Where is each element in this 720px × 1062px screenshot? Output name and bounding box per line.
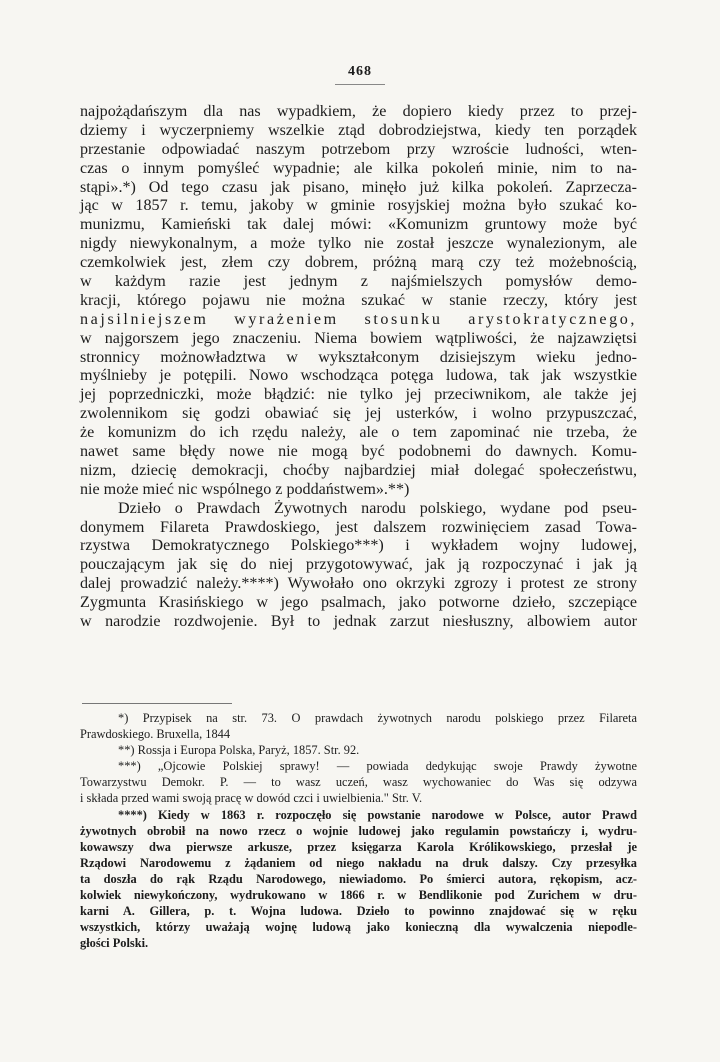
text-line: nawet same błędy nowe nie mogą być podobnemi do dawnych. Komu- xyxy=(80,443,637,461)
text-line: nie może mieć nic wspólnego z poddaństwem».**) xyxy=(80,480,410,498)
footnote-line: karni A. Gillera, p. t. Wojna ludowa. Dzieło to powinno znajdować się w ręku xyxy=(80,904,637,919)
footnote-line: kowawszy dwa pierwsze arkusze, przez księgarza Karola Królikowskiego, przesłał je xyxy=(80,839,637,854)
text-line: jej poprzedniczki, może błądzić: nie tylko jej przeciwnikom, ale także jej xyxy=(80,386,637,404)
text-line: myślnieby je potępili. Nowo wschodząca potęga ludowa, tak jak wszystkie xyxy=(80,367,637,385)
text-line: kracji, którego pojawu nie można szukać w stanie rzeczy, który jest xyxy=(80,291,637,309)
text-line: czemkolwiek jest, złem czy dobrem, próżną marą czy też możebnością, xyxy=(80,254,637,272)
text-line: w każdym razie jest jednym z najśmielszych pomysłów demo- xyxy=(80,273,637,291)
main-body-text xyxy=(80,103,637,632)
text-line: stąpi».*) Od tego czasu jak pisano, minęło już kilka pokoleń. Zaprzecza- xyxy=(80,178,637,196)
footnote-line: głości Polski. xyxy=(80,936,149,951)
footnote-line: żywotnych obrobił na nowo rzecz o wojnie ludowej jako regulamin powstańczy i, wydru- xyxy=(80,823,637,838)
footnote-line: *) Przypisek na str. 73. O prawdach żywotnych narodu polskiego przez Filareta xyxy=(118,711,637,725)
text-line: donymem Filareta Prawdoskiego, jest dalszem rozwinięciem zasad Towa- xyxy=(80,518,637,536)
text-line: czas o innym pomyśleć wypadnie; ale kilka pokoleń minie, nim to na- xyxy=(80,159,637,177)
footnotes xyxy=(80,710,637,951)
text-line: pouczającym jak się do niej przygotowywać, jak ją rozpoczynać i jak ją xyxy=(80,556,637,574)
text-line: Zygmunta Krasińskiego w jego psalmach, jako potworne dzieło, szczepiące xyxy=(80,594,637,612)
footnote-line: ****) Kiedy w 1863 r. rozpoczęło się powstanie narodowe w Polsce, autor Prawd xyxy=(118,807,637,822)
text-line: w narodzie rozdwojenie. Był to jednak zarzut niesłuszny, albowiem autor xyxy=(80,613,637,631)
text-line: dziemy i wyczerpniemy wszelkie ztąd dobrodziejstwa, kiedy ten porządek xyxy=(80,121,637,139)
text-line-spaced: najsilniejszem wyrażeniem stosunku arystokratycznego, xyxy=(80,310,637,328)
text-line: munizmu, Kamieński tak dalej mówi: «Komunizm gruntowy może być xyxy=(80,216,637,234)
footnote-line: Prawdoskiego. Bruxella, 1844 xyxy=(80,727,231,742)
text-line: że komunizm do ich rzędu należy, ale o tem zapominać nie trzeba, że xyxy=(80,424,637,442)
footnote-line: kolwiek niewykończony, wydrukowano w 1866 r. w Bendlikonie pod Zurichem w dru- xyxy=(80,888,637,903)
footnote-line: ta doszła do rąk Rządu Narodowego, niewiadomo. Po śmierci autora, rękopism, acz- xyxy=(80,871,637,886)
footnote-divider xyxy=(82,703,232,704)
text-line: dalej prowadzić należy.****) Wywołało ono okrzyki zgrozy i protest ze strony xyxy=(80,575,637,593)
page-number-rule xyxy=(335,84,385,85)
text-line-paragraph-start: Dzieło o Prawdach Żywotnych narodu polskiego, wydane pod pseu- xyxy=(118,499,637,517)
footnote-4 xyxy=(80,807,637,952)
footnote-line: i składa przed wami swoją pracę w dowód czci i uwielbienia." Str. V. xyxy=(80,791,423,806)
footnote-line: Towarzystwu Demokr. P. — to wasz uczeń, wasz wychowaniec do Was się odzywa xyxy=(80,775,637,790)
text-line: najpożądańszym dla nas wypadkiem, że dopiero kiedy przez to przej- xyxy=(80,103,637,120)
text-line: przestanie odpowiadać naszym potrzebom przy wzroście ludności, wten- xyxy=(80,140,637,158)
footnote-line: **) Rossja i Europa Polska, Paryż, 1857. Str. 92. xyxy=(118,743,360,758)
text-line: stronnicy możnowładztwa w wykształconym dzisiejszym wieku jedno- xyxy=(80,348,637,366)
footnote-2 xyxy=(80,742,637,758)
footnote-line: wszystkich, którzy uważają wojnę ludową jako konieczną dla wywalczenia niepodle- xyxy=(80,920,637,935)
text-line: nigdy niewykonalnym, a może tylko nie został jeszcze wynalezionym, ale xyxy=(80,235,637,253)
text-line: jąc w 1857 r. temu, jakoby w gminie rosyjskiej można było szukać ko- xyxy=(80,197,637,215)
text-line: nizm, dziecię demokracji, choćby najbardziej miał dolegać społeczeństwu, xyxy=(80,461,637,479)
page-number: 468 xyxy=(348,64,372,79)
footnote-3 xyxy=(80,758,637,806)
footnote-line: ***) „Ojcowie Polskiej sprawy! — powiada dedykując swoje Prawdy żywotne xyxy=(118,759,637,774)
footnote-1 xyxy=(80,710,637,742)
text-line: zwolennikom się godzi obawiać się jej usterków, i wolno przypuszczać, xyxy=(80,405,637,423)
text-line: w najgorszem jego znaczeniu. Niema bowiem wątpliwości, że najzawziętsi xyxy=(80,329,637,347)
footnote-line: Rządowi Narodowemu z żądaniem od niego nakładu na druk dalszy. Czy przesyłka xyxy=(80,855,637,870)
text-line: rzystwa Demokratycznego Polskiego***) i wykładem wojny ludowej, xyxy=(80,537,637,555)
